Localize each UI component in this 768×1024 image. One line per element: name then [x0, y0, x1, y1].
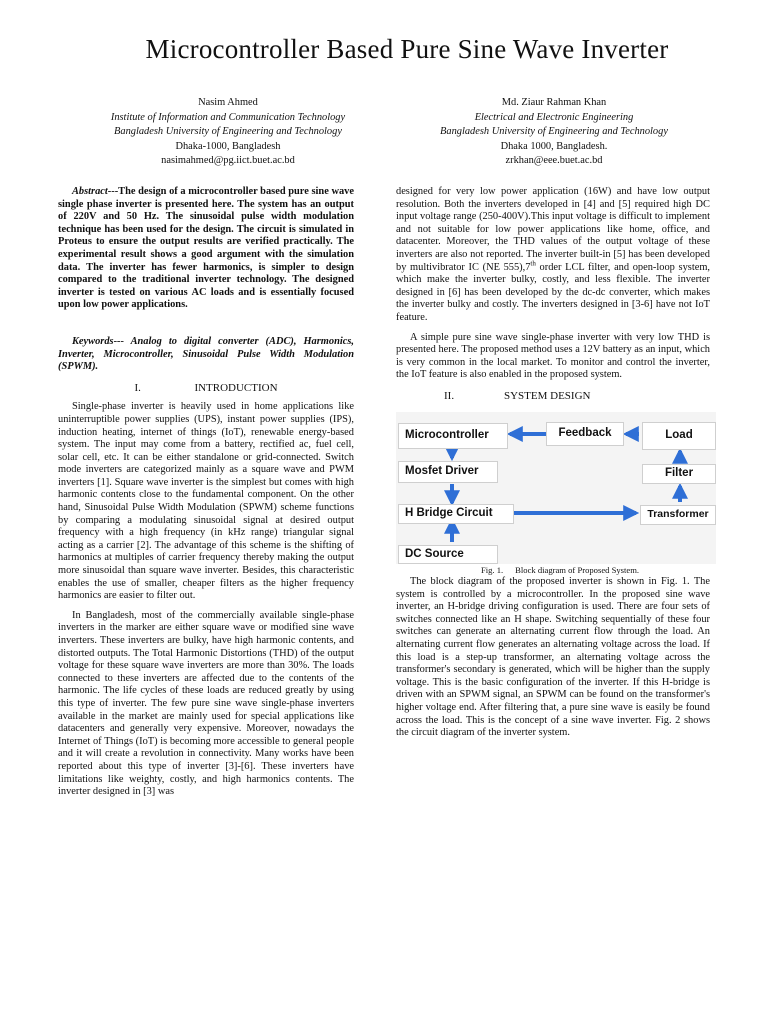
section-number: I. — [134, 381, 141, 394]
box-filter: Filter — [642, 464, 716, 484]
box-mosfet-driver: Mosfet Driver — [398, 461, 498, 483]
author-univ: Bangladesh University of Engineering and Technology — [114, 126, 342, 138]
caption-text: Block diagram of Proposed System. — [515, 564, 640, 575]
caption-number: Fig. 1. — [480, 564, 504, 575]
author-2 — [384, 96, 724, 169]
right-column — [396, 186, 710, 740]
author-email: zrkhan@eee.buet.ac.bd — [505, 155, 603, 167]
section-heading-system-design — [396, 390, 710, 403]
left-column — [58, 186, 354, 799]
box-load: Load — [642, 422, 716, 450]
box-h-bridge: H Bridge Circuit — [398, 504, 514, 524]
right-paragraph-3: The block diagram of the proposed inverter is shown in Fig. 1. The system is controlled by a microcontroller. In the proposed sine wave inverter, an H-bridge driving configuration is used. There are four sets of switches connected like an H shape. Switching sequentially of these four switches can generate an alternating current flow through the load. An alternating current flow generates an alternating voltage across the load. If this load is a step-up transformer, an alternating voltage across the transformer's secondary is generated, which will be higher than the supply voltage. This is the basic configuration of the inverter. If this H-bridge is driven with an SPWM signal, an SPWM can be found on the transformer's higher voltage end. After filtering that, a pure sine wave is easily be found across the load. This is the concept of a sine wave inverter. Fig. 2 shows the circuit diagram of the inverter system. — [396, 576, 710, 739]
section-title: SYSTEM DESIGN — [504, 389, 591, 402]
section-number: II. — [444, 389, 455, 402]
abstract-lead: Abstract — [72, 186, 108, 197]
paper-title: Microcontroller Based Pure Sine Wave Inverter — [145, 34, 669, 64]
box-transformer: Transformer — [640, 505, 716, 525]
right-paragraph-1 — [396, 186, 710, 325]
abstract — [58, 186, 354, 312]
box-dc-source: DC Source — [398, 545, 498, 564]
author-name: Md. Ziaur Rahman Khan — [501, 97, 607, 108]
right-paragraph-2: A simple pure sine wave single-phase inverter with very low THD is presented here. The proposed method uses a 12V battery as an input, which is very common in the local market. To monitor and control the inverter, the IoT feature is also enabled in the proposed system. — [396, 331, 710, 381]
author-city: Dhaka-1000, Bangladesh — [175, 140, 281, 152]
author-dept: Institute of Information and Communication Technology — [110, 111, 346, 123]
box-feedback: Feedback — [546, 422, 624, 446]
abstract-text: ---The design of a microcontroller based pure sine wave single phase inverter is presented here. The system has an output of 220V and 50 Hz. The sinusoidal pulse width modulation technique has been used for the design. The circuit is simulated in Proteus to ensure the output results are verified practically. The experimental result shows a good argument with the simulation data. The inverter has fewer harmonics, is simpler to design compared to the traditional inverter technology. The designed inverter is tested on various AC loads and is essentially focused upon low power applications. — [58, 186, 354, 311]
intro-paragraph-2: In Bangladesh, most of the commercially available single-phase inverters in the marker are either square wave or modified sine wave inverters. These inverters are bulky, have high harmonic contents, and distorted outputs. The Total Harmonic Distortions (THD) of the output voltage for these square wave inverters are more than 30%. The loads connected to these inverters are affected due to the contents of the harmonic. The life cycles of these loads are reduced greatly by using this type of inverter. The few pure sine wave single-phase inverters available in the market are mainly used for special applications like datacenters and generally very expensive. Moreover, nowadays the Internet of Things (IoT) is becoming more accessible to general people and it will create a revolution in connectivity. Many works have been reported about this type of inverter [3]-[6]. These inverters have limitations like weighty, costly, and high harmonics contents. The inverter designed in [3] was — [58, 609, 354, 798]
intro-paragraph-1: Single-phase inverter is heavily used in home applications like uninterruptible power supplies (UPS), instant power supplies (IPS), induction heating, internet of things (IoT), renewable energy-based system. The input may come from a battery, rectified ac, fuel cell, solar cell, etc. It can be either standalone or grid-connected. Switch mode inverters are categorized mainly as a square wave and PWM inverters [1]. Square wave inverter is the simplest but comes with high harmonic contents close to the fundamental component. On the other hand, Sinusoidal Pulse Width Modulation (SPWM) scheme functions by comparing a modulating sinusoidal signal at desired output frequency with a high frequency (in kHz range) triangular signal acting as a carrier [2]. The advantage of this scheme is the shifting of harmonics at multiples of carrier frequency thereby making the output more sinusoidal than square wave inverter. Besides, this characteristic enables the use of smaller, cheaper filters as the higher frequency harmonics are easier to filter out. — [58, 401, 354, 602]
right-paragraph-1-part-a: designed for very low power application (16W) and have low output resolution. Both the inverters developed in [4] and [5] required high DC input voltage range (250-400V).This input voltage is difficult to implement and not suitable for low power applications like home, office, and datacenter. Moreover, the THD values of the output voltage of these inverters are also not reported. The inverter built-in [5] has been developed by multivibrator IC (NE 555),7 — [396, 186, 710, 273]
author-email: nasimahmed@pg.iict.buet.ac.bd — [161, 155, 295, 167]
author-dept: Electrical and Electronic Engineering — [474, 111, 634, 123]
figure-caption — [396, 564, 710, 577]
superscript-th: th — [530, 259, 536, 268]
section-heading-introduction — [58, 382, 354, 395]
author-name: Nasim Ahmed — [198, 97, 258, 108]
box-microcontroller: Microcontroller — [398, 423, 508, 449]
keywords: Keywords--- Analog to digital converter (ADC), Harmonics, Inverter, Microcontroller, Sinusoidal Pulse Width Modulation (SPWM). — [58, 335, 354, 373]
block-diagram-figure — [396, 412, 716, 564]
section-title: INTRODUCTION — [194, 381, 278, 394]
author-1 — [58, 96, 398, 169]
right-paragraph-1-part-b: order LCL filter, and open-loop system, which make the inverter bulky, costly, and less flexible. The inverter designed in [6] has been developed by the dc-dc converter, which makes the inverter bulky and costly. The inverters designed in [3-6] have not IoT feature. — [396, 261, 710, 323]
author-univ: Bangladesh University of Engineering and Technology — [440, 126, 668, 138]
author-city: Dhaka 1000, Bangladesh. — [500, 140, 608, 152]
